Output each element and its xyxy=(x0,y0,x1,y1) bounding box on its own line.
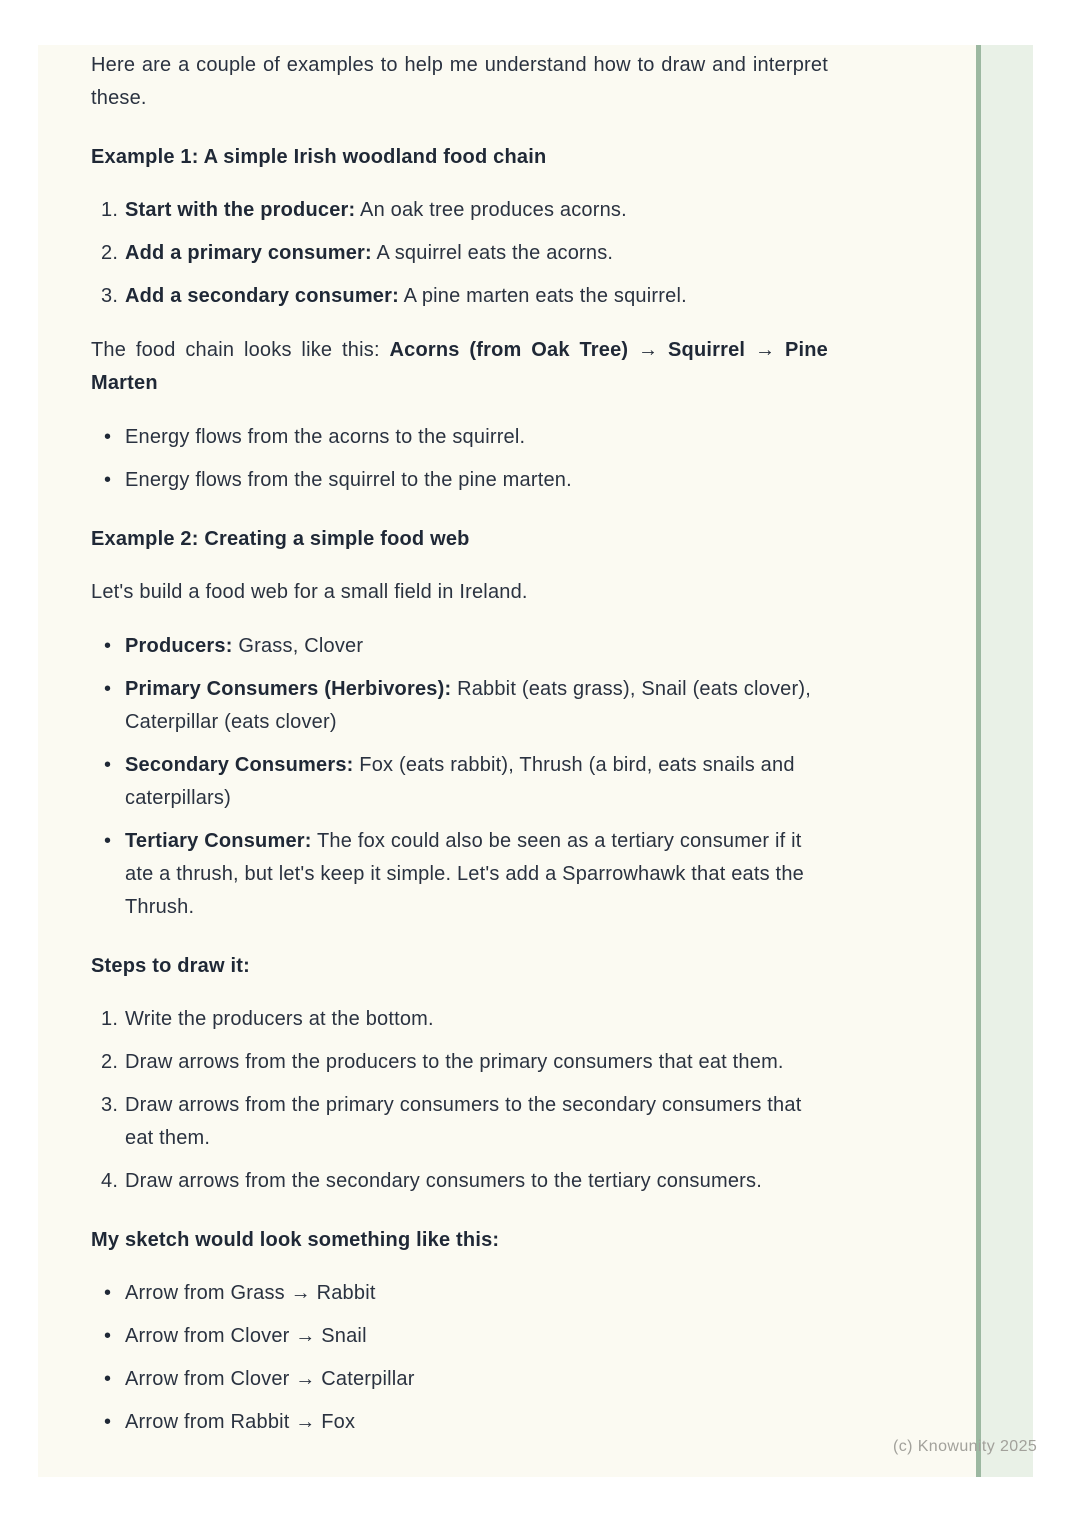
list-item-text: The fox could also be seen as a tertiary consumer if it ate a thrush, but let's keep it simple. Let's add a Sparrowhawk that eats the Thrush. xyxy=(125,830,804,918)
list-item xyxy=(125,194,828,227)
list-item-text: An oak tree produces acorns. xyxy=(355,199,627,221)
example1-heading: Example 1: A simple Irish woodland food chain xyxy=(91,146,547,168)
list-item xyxy=(125,280,828,313)
list-item: • Arrow from Grass → Rabbit xyxy=(125,1277,828,1310)
example1-steps-list xyxy=(91,194,828,313)
list-item-text: Grass, Clover xyxy=(232,635,364,657)
list-item-text: A pine marten eats the squirrel. xyxy=(398,285,687,307)
list-item-label: Add a secondary consumer: xyxy=(125,285,399,307)
example2-heading: Example 2: Creating a simple food web xyxy=(91,528,470,550)
list-item: • Arrow from Clover → Caterpillar xyxy=(125,1363,828,1396)
list-item: Draw arrows from the primary consumers to the secondary consumers that eat them. xyxy=(125,1094,802,1149)
list-item-label: Secondary Consumers: xyxy=(125,754,354,776)
list-item xyxy=(125,749,828,815)
list-item: • Arrow from Rabbit → Fox xyxy=(125,1406,828,1439)
copyright-watermark: (c) Knowunity 2025 xyxy=(893,1438,1038,1455)
list-item: • Arrow from Clover → Snail xyxy=(125,1320,828,1353)
sketch-heading: My sketch would look something like this: xyxy=(91,1229,500,1251)
list-item: Draw arrows from the secondary consumers to the tertiary consumers. xyxy=(125,1170,762,1192)
list-item: • Energy flows from the acorns to the squirrel. xyxy=(125,421,828,454)
list-item xyxy=(125,673,828,739)
list-item xyxy=(125,630,828,663)
list-item-label: Tertiary Consumer: xyxy=(125,830,312,852)
document-content xyxy=(91,49,828,1460)
side-rail xyxy=(976,45,1033,1477)
sketch-arrows-list xyxy=(91,1277,828,1439)
list-item: Write the producers at the bottom. xyxy=(125,1008,434,1030)
food-chain-prefix: The food chain looks like this: xyxy=(91,339,390,361)
list-item-label: Add a primary consumer: xyxy=(125,242,372,264)
list-item-label: Primary Consumers (Herbivores): xyxy=(125,678,452,700)
drawing-steps-list xyxy=(91,1003,828,1198)
food-chain-paragraph xyxy=(91,334,828,400)
intro-paragraph: Here are a couple of examples to help me understand how to draw and interpret these. xyxy=(91,54,828,109)
food-web-roles-list xyxy=(91,630,828,924)
list-item-label: Producers: xyxy=(125,635,233,657)
list-item-text: Fox (eats rabbit), Thrush (a bird, eats snails and caterpillars) xyxy=(125,754,795,809)
example2-intro-paragraph: Let's build a food web for a small field in Ireland. xyxy=(91,581,528,603)
document-page xyxy=(38,45,1033,1477)
list-item: • Energy flows from the squirrel to the pine marten. xyxy=(125,464,828,497)
list-item-text: Rabbit (eats grass), Snail (eats clover), Caterpillar (eats clover) xyxy=(125,678,811,733)
energy-flow-list xyxy=(91,421,828,497)
list-item-text: A squirrel eats the acorns. xyxy=(371,242,614,264)
list-item: Draw arrows from the producers to the primary consumers that eat them. xyxy=(125,1051,784,1073)
food-chain-sequence: Acorns (from Oak Tree) → Squirrel → Pine Marten xyxy=(91,339,828,394)
list-item xyxy=(125,237,828,270)
list-item xyxy=(125,825,828,924)
steps-heading: Steps to draw it: xyxy=(91,955,250,977)
list-item-label: Start with the producer: xyxy=(125,199,356,221)
